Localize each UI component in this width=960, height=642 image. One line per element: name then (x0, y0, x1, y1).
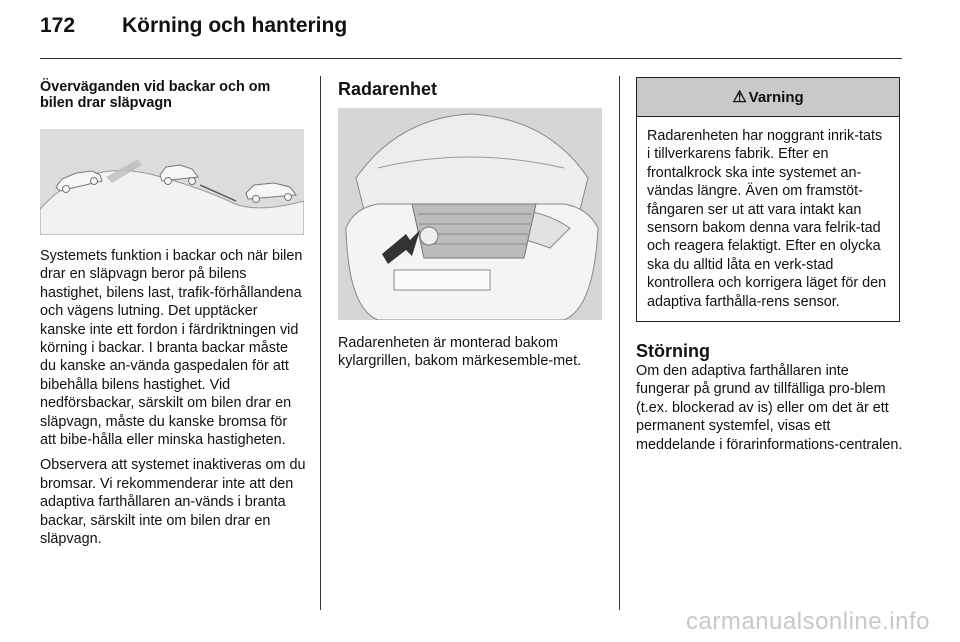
column-divider-right (619, 76, 620, 610)
radar-unit-illustration (338, 108, 602, 320)
emblem-icon (420, 227, 438, 245)
page-number: 172 (40, 14, 76, 37)
fault-section (636, 341, 904, 461)
warning-box (636, 77, 900, 322)
left-column (40, 79, 306, 556)
warning-title: Varning (748, 88, 804, 106)
warning-triangle-icon: ⚠ (732, 89, 747, 106)
hill-illustration (40, 129, 304, 235)
header-rule (40, 58, 902, 59)
fault-heading: Störning (636, 341, 710, 361)
car-front-drawing (338, 108, 602, 320)
hill-paragraph: Systemets funktion i backar och när bilen drar en släpvagn beror på bilens hastighet, bilens last, trafik-förhållandena och vägens lutning. Det upptäcker kanske inte ett fordon i färdriktningen vid körning i backar. I branta backar måste du kanske an-vända gaspedalen för att bibehålla bilens hastighet. Vid nedförsbackar, särskilt om bilen drar en släpvagn, måste du kanske bromsa för att bibe-hålla eller minska hastigheten. (40, 248, 303, 449)
warning-text: Radarenheten har noggrant inrik-tats i tillverkarens fabrik. Efter en frontalkrock ska inte systemet an-vändas längre. Även om framstöt-fångaren ser ut att vara intakt kan sensorn bakom denna vara felrik-tad och reagera felaktigt. Efter en olycka ska du alltid låta en verk-stad kontrollera och korrigera läget för den adaptiva farthålla-rens sensor. (647, 128, 887, 310)
watermark: carmanualsonline.info (686, 608, 930, 635)
radar-heading: Radarenhet (338, 79, 438, 99)
hill-drawing (40, 129, 304, 235)
section-subheading: Överväganden vid backar och om bilen drar släpvagn (40, 79, 271, 111)
page-title: Körning och hantering (122, 14, 348, 37)
braking-paragraph: Observera att systemet inaktiveras om du bromsar. Vi rekommenderar inte att den adaptiva farthållaren an-vänds i branta backar, särskilt inte om bilen drar en släpvagn. (40, 457, 306, 548)
middle-column (338, 79, 604, 378)
page-header (40, 14, 347, 38)
fault-paragraph: Om den adaptiva farthållaren inte fungerar på grund av tillfälliga pro-blem (t.ex. blockerad av is) eller om det är ett permanent systemfel, visas ett meddelande i förarinformations-centralen. (636, 363, 903, 453)
column-divider-left (320, 76, 321, 610)
radar-caption: Radarenheten är monterad bakom kylargrillen, bakom märkesemble-met. (338, 335, 582, 370)
warning-header (637, 78, 899, 117)
